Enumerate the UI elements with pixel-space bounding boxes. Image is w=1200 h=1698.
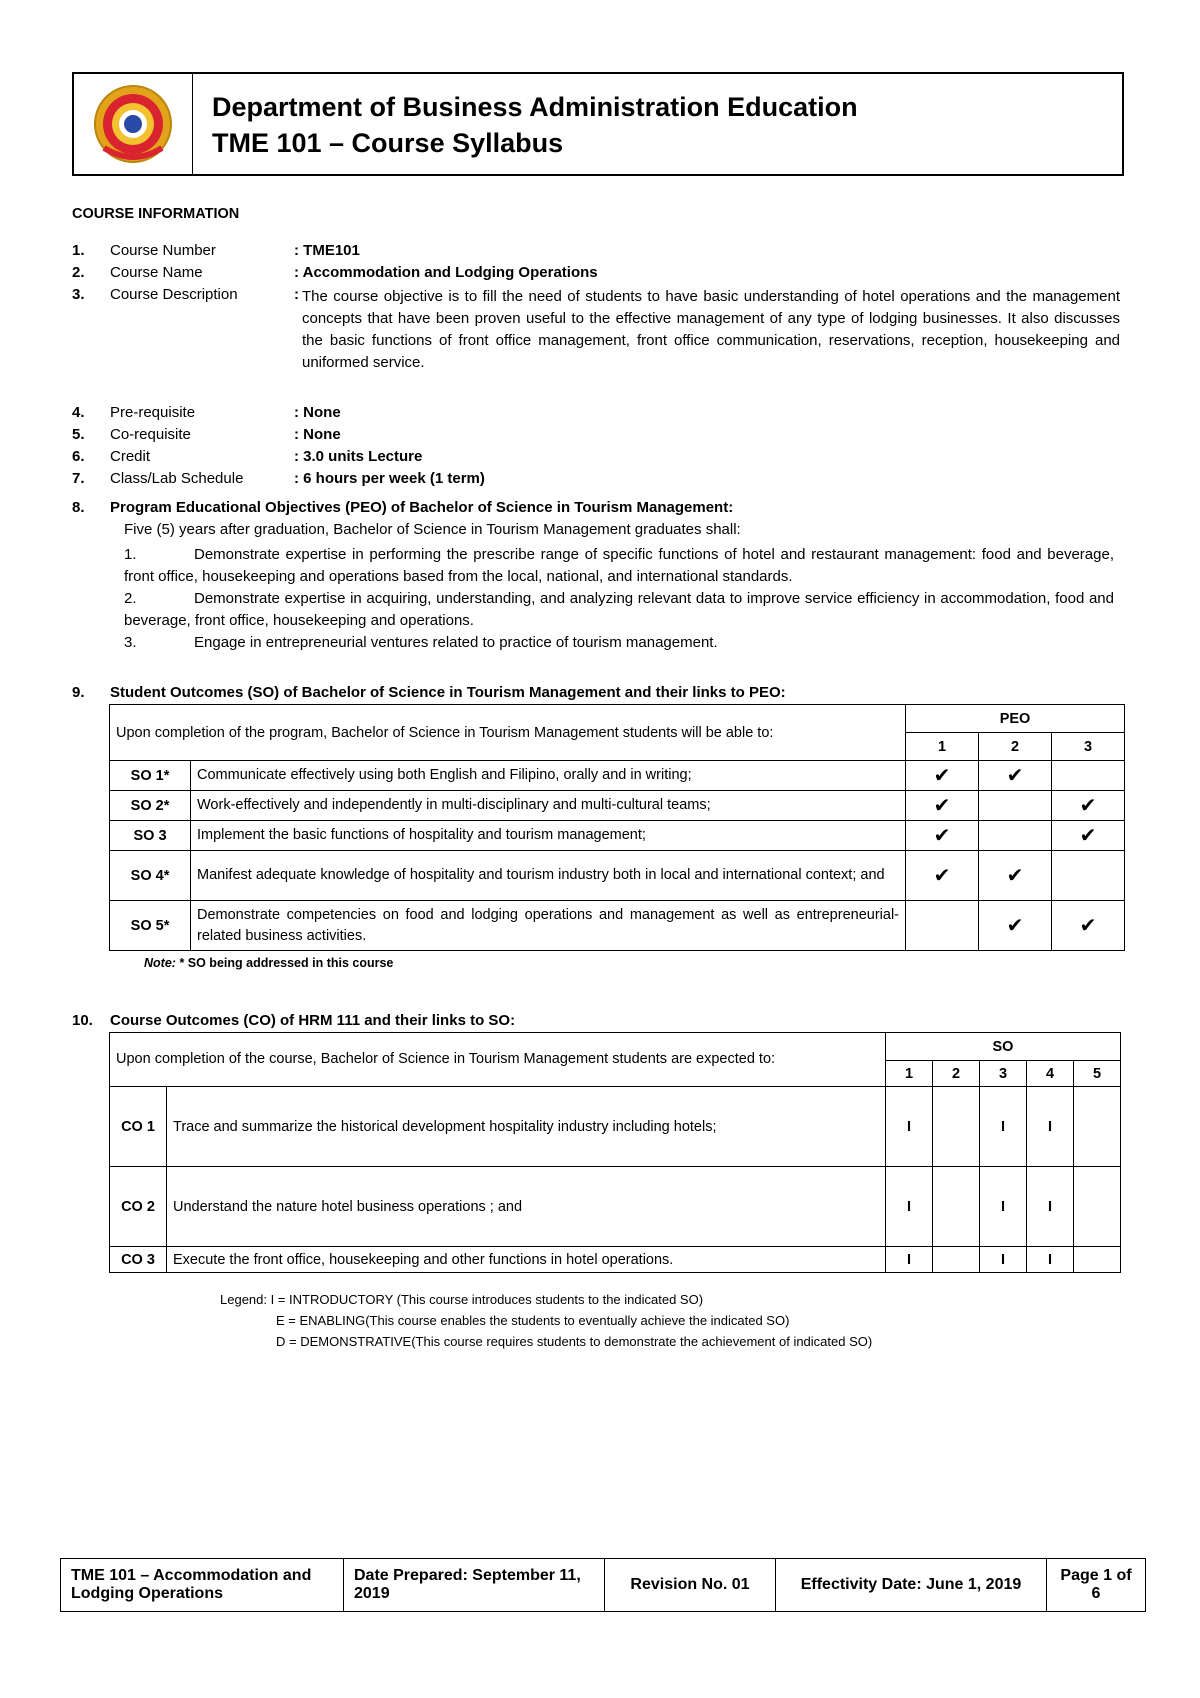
checkmark-icon: ✔: [933, 765, 951, 787]
footer-course: TME 101 – Accommodation and Lodging Operations: [61, 1559, 344, 1612]
so-text: Demonstrate competencies on food and lodging operations and management as well as entrepreneurial-related business activities.: [191, 901, 906, 951]
course-syllabus-title: TME 101 – Course Syllabus: [212, 128, 564, 158]
so-code: SO 2*: [110, 791, 191, 821]
peo-link-cell: [906, 901, 979, 951]
co-table-row: [110, 1167, 1121, 1247]
peo-link-cell: [979, 761, 1052, 791]
so-link-cell: [1074, 1167, 1121, 1247]
so-table-row: [110, 821, 1125, 851]
co-table-row: [110, 1247, 1121, 1273]
course-info-label: Pre-requisite: [110, 404, 196, 421]
course-info-number: 1.: [72, 242, 85, 259]
so-code: SO 3: [110, 821, 191, 851]
course-info-number: 4.: [72, 404, 85, 421]
checkmark-icon: ✔: [1006, 865, 1024, 887]
department-title: Department of Business Administration Education: [212, 92, 858, 122]
course-information-heading: COURSE INFORMATION: [72, 206, 240, 222]
so-table-row: [110, 851, 1125, 901]
co-text: Trace and summarize the historical development hospitality industry including hotels;: [167, 1087, 886, 1167]
so-link-cell: I: [1027, 1247, 1074, 1273]
checkmark-icon: ✔: [933, 795, 951, 817]
peo-link-cell: [1052, 761, 1125, 791]
peo-link-cell: [906, 821, 979, 851]
checkmark-icon: ✔: [933, 865, 951, 887]
checkmark-icon: ✔: [1079, 795, 1097, 817]
course-info-value: : Accommodation and Lodging Operations: [294, 264, 598, 281]
footer-page: Page 1 of 6: [1047, 1559, 1146, 1612]
so-text: Work-effectively and independently in multi-disciplinary and multi-cultural teams;: [191, 791, 906, 821]
peo-link-cell: [979, 901, 1052, 951]
course-info-number: 5.: [72, 426, 85, 443]
checkmark-icon: ✔: [1006, 915, 1024, 937]
course-info-number: 6.: [72, 448, 85, 465]
co-code: CO 3: [110, 1247, 167, 1273]
peo-col-2: 2: [979, 733, 1052, 761]
co-code: CO 1: [110, 1087, 167, 1167]
so-link-cell: I: [980, 1247, 1027, 1273]
peo-link-cell: [979, 791, 1052, 821]
legend-line-2: E = ENABLING(This course enables the students to eventually achieve the indicated SO): [276, 1313, 790, 1328]
so-link-cell: I: [886, 1247, 933, 1273]
so-table-intro: Upon completion of the program, Bachelor of Science in Tourism Management students will be able to:: [110, 705, 906, 761]
peo-link-cell: [1052, 821, 1125, 851]
so-link-cell: [1074, 1087, 1121, 1167]
course-info-value: : 6 hours per week (1 term): [294, 470, 485, 487]
so-link-cell: I: [980, 1087, 1027, 1167]
peo-link-cell: [979, 851, 1052, 901]
checkmark-icon: ✔: [1079, 825, 1097, 847]
so-col-4: 4: [1027, 1061, 1074, 1087]
so-link-cell: [933, 1087, 980, 1167]
so-link-cell: [933, 1247, 980, 1273]
course-info-label: Course Name: [110, 264, 203, 281]
so-col-5: 5: [1074, 1061, 1121, 1087]
so-text: Manifest adequate knowledge of hospitality and tourism industry both in local and international context; and: [191, 851, 906, 901]
university-seal-logo: [74, 74, 192, 174]
so-link-cell: I: [1027, 1087, 1074, 1167]
co-code: CO 2: [110, 1167, 167, 1247]
so-link-cell: [933, 1167, 980, 1247]
peo-link-cell: [906, 791, 979, 821]
so-table-row: [110, 901, 1125, 951]
peo-link-cell: [1052, 901, 1125, 951]
so-table-row: [110, 791, 1125, 821]
document-footer: [60, 1558, 1146, 1612]
legend-line-1: Legend: I = INTRODUCTORY (This course introduces students to the indicated SO): [220, 1292, 704, 1307]
co-text: Understand the nature hotel business operations ; and: [167, 1167, 886, 1247]
peo-link-cell: [1052, 851, 1125, 901]
so-link-cell: I: [886, 1087, 933, 1167]
co-heading: Course Outcomes (CO) of HRM 111 and their links to SO:: [110, 1012, 516, 1029]
peo-heading: Program Educational Objectives (PEO) of Bachelor of Science in Tourism Management:: [110, 499, 734, 516]
legend-line-3: D = DEMONSTRATIVE(This course requires students to demonstrate the achievement of indicated SO): [276, 1334, 873, 1349]
peo-link-cell: [979, 821, 1052, 851]
so-heading: Student Outcomes (SO) of Bachelor of Science in Tourism Management and their links to PEO:: [110, 684, 786, 701]
peo-column-header: PEO: [906, 705, 1125, 733]
course-info-value: : None: [294, 404, 341, 421]
peo-col-1: 1: [906, 733, 979, 761]
course-info-label: Co-requisite: [110, 426, 191, 443]
peo-link-cell: [906, 851, 979, 901]
course-info-value: :: [294, 286, 299, 303]
so-link-cell: I: [1027, 1167, 1074, 1247]
so-code: SO 4*: [110, 851, 191, 901]
peo-col-3: 3: [1052, 733, 1125, 761]
course-info-value: : None: [294, 426, 341, 443]
co-table-row: [110, 1087, 1121, 1167]
course-description: The course objective is to fill the need of students to have basic understanding of hotel operations and the management concepts that have been proven useful to the effective management of any type of lodging businesses. It also discusses the basic functions of front office management, front office communication, reservations, reception, housekeeping and uniformed service.: [302, 288, 1120, 371]
document-header: [72, 72, 1124, 176]
peo-item-1: 1. Demonstrate expertise in performing the prescribe range of specific functions of hotel and restaurant management: food and beverage, front office, housekeeping and operations based from the local, national, and international standards.: [124, 546, 1114, 585]
course-info-value: : 3.0 units Lecture: [294, 448, 423, 465]
so-col-2: 2: [933, 1061, 980, 1087]
checkmark-icon: ✔: [1006, 765, 1024, 787]
peo-item-2: 2. Demonstrate expertise in acquiring, understanding, and analyzing relevant data to improve service efficiency in accommodation, food and beverage, front office, housekeeping and operations.: [124, 590, 1114, 629]
course-info-value: : TME101: [294, 242, 360, 259]
so-text: Implement the basic functions of hospitality and tourism management;: [191, 821, 906, 851]
course-info-number: 7.: [72, 470, 85, 487]
so-code: SO 1*: [110, 761, 191, 791]
peo-item-3: 3. Engage in entrepreneurial ventures related to practice of tourism management.: [124, 634, 718, 651]
course-info-number: 2.: [72, 264, 85, 281]
peo-intro: Five (5) years after graduation, Bachelor of Science in Tourism Management graduates shall:: [124, 521, 741, 538]
peo-link-cell: [1052, 791, 1125, 821]
course-info-label: Credit: [110, 448, 151, 465]
so-link-cell: I: [886, 1167, 933, 1247]
logo-cell: [74, 74, 193, 174]
course-info-number: 3.: [72, 286, 85, 303]
course-info-label: Course Description: [110, 286, 238, 303]
co-number: 10.: [72, 1012, 93, 1029]
so-column-header: SO: [886, 1033, 1121, 1061]
so-code: SO 5*: [110, 901, 191, 951]
co-text: Execute the front office, housekeeping and other functions in hotel operations.: [167, 1247, 886, 1273]
footer-effectivity: Effectivity Date: June 1, 2019: [776, 1559, 1047, 1612]
so-note: Note: * SO being addressed in this course: [144, 956, 394, 970]
course-info-label: Class/Lab Schedule: [110, 470, 244, 487]
so-number: 9.: [72, 684, 85, 701]
so-col-1: 1: [886, 1061, 933, 1087]
peo-link-cell: [906, 761, 979, 791]
so-peo-table: [109, 704, 1125, 951]
so-col-3: 3: [980, 1061, 1027, 1087]
so-link-cell: [1074, 1247, 1121, 1273]
checkmark-icon: ✔: [1079, 915, 1097, 937]
peo-number: 8.: [72, 499, 85, 516]
so-link-cell: I: [980, 1167, 1027, 1247]
so-table-row: [110, 761, 1125, 791]
co-table-intro: Upon completion of the course, Bachelor of Science in Tourism Management students are expected to:: [110, 1033, 886, 1087]
footer-revision: Revision No. 01: [605, 1559, 776, 1612]
co-so-table: [109, 1032, 1121, 1273]
footer-date-prepared: Date Prepared: September 11, 2019: [344, 1559, 605, 1612]
checkmark-icon: ✔: [933, 825, 951, 847]
so-text: Communicate effectively using both English and Filipino, orally and in writing;: [191, 761, 906, 791]
course-info-label: Course Number: [110, 242, 216, 259]
